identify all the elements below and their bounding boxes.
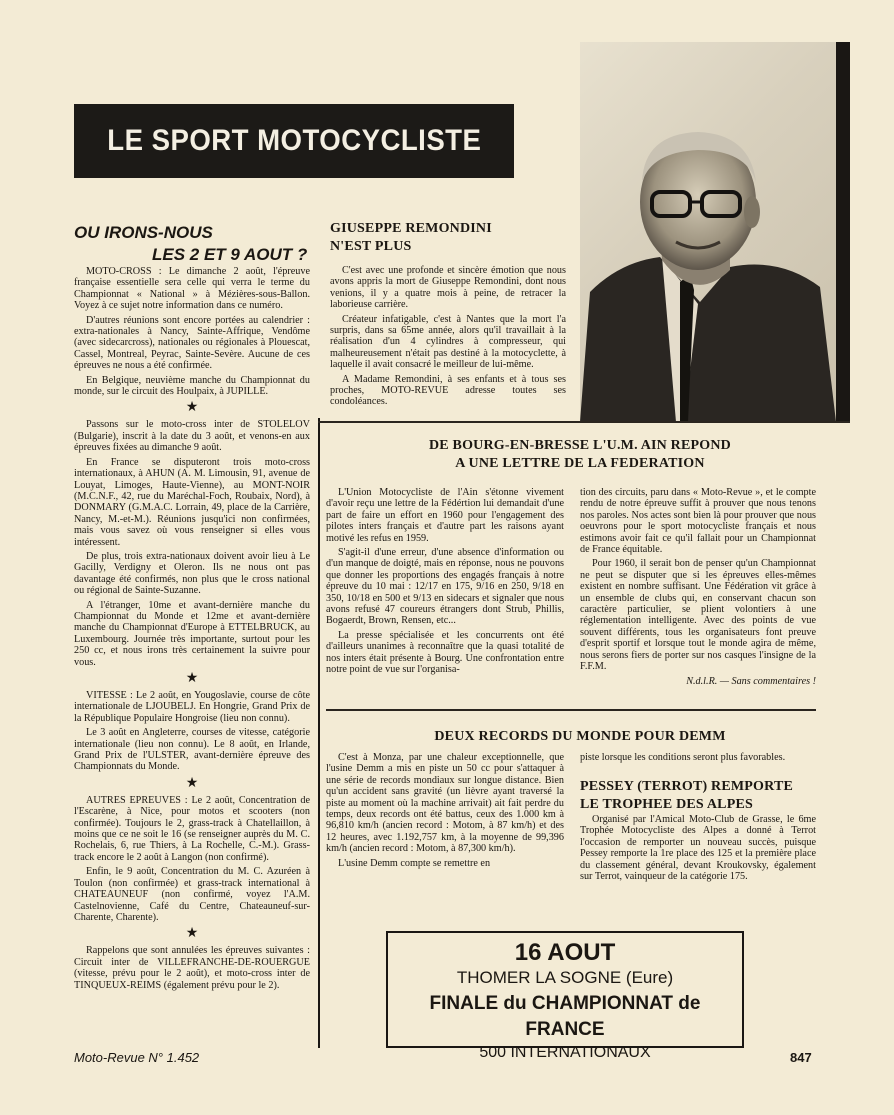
col1-para: Rappelons que sont annulées les épreuves suivantes : Circuit inter de VILLEFRANCHE-DE-ROUERGUE (vitesse, prévu pour le 2 août), et moto-cross inter de TINQUEUX-REIMS (également prévu pour le 2). [74,945,310,991]
col1-para: Enfin, le 9 août, Concentration du M. C. Azuréen à Toulon (non confirmée) et grass-track international à CHATEAUNEUF (non confirmé, voyez l'A.M. Castelnovienne, Café du Centre, Chateauneuf-sur-Charente, Charente). [74,866,310,923]
remondini-heading-line2: N'EST PLUS [330,239,412,254]
bourg-para: tion des circuits, paru dans « Moto-Revue », et le compte rendu de notre épreuve suffit à prouver que nous tenons nos paroles. Nos actes sont bien là pour prouver que nous oeuvrons pour le sport motocycliste français et nous estimons avoir fait ce qu'il fallait pour un Championnat de France équitable. [580,487,816,556]
separator-star: ★ [185,926,199,942]
separator-star: ★ [185,775,199,791]
remondini-para: C'est avec une profonde et sincère émotion que nous avons appris la mort de Giuseppe Remondini, dont nous venions, il y a quatre mois à peine, de retracer la laborieuse carrière. [330,265,566,311]
col1-para: Passons sur le moto-cross inter de STOLELOV (Bulgarie), inscrit à la date du 3 août, et venons-en aux épreuves fixées au dimanche 9 août. [74,419,310,454]
pessey-body [580,814,816,885]
column1-heading-line1: OU IRONS-NOUS [74,223,213,242]
column1-heading-line2: LES 2 ET 9 AOUT ? [152,245,308,264]
remondini-para: A Madame Remondini, à ses enfants et à tous ses proches, MOTO-REVUE adresse toutes ses condoléances. [330,373,566,408]
remondini-heading [330,220,570,256]
col1-para: AUTRES EPREUVES : Le 2 août, Concentration de l'Escarène, à Nice, pour motos et scooters (non confirmée). Toujours le 2, grass-track à Chatellaillon, à moins que ce ne soit le 16 (se renseigner auprès du M. C. Rochelais, 6, rue Thiers, à La Rochelle, C.-M.). Grass-track encore le 2 août à Langon (non confirmé). [74,794,310,863]
pessey-heading-line1: PESSEY (TERROT) REMPORTE [580,779,794,794]
column1-heading [74,222,314,266]
bourg-left-body [326,487,564,679]
col1-para: De plus, trois extra-nationaux doivent avoir lieu à Le Gacilly, Verdigny et Oleron. Ils ne nous ont pas davantage été confirmés, non plus que le cross national ou régional de Sainte-Suzanne. [74,550,310,597]
bourg-heading-line1: DE BOURG-EN-BRESSE L'U.M. AIN REPOND [428,438,731,453]
section-banner [74,104,514,178]
column-divider [318,418,320,1048]
pessey-para: Organisé par l'Amical Moto-Club de Grasse, le 6me Trophée Motocycliste des Alpes a donné à Terrot l'occasion de remporter un nouveau succès, puisque Pessey remporte la 1re place des 125 et la première place du classement général, devant Kroukovsky, également sur Terrot, vainqueur de la catégorie 175. [580,814,816,883]
separator-star: ★ [185,400,199,416]
portrait-photo [580,42,850,422]
announcement-event: FINALE du CHAMPIONNAT de FRANCE [429,993,701,1040]
bourg-para: La presse spécialisée et les concurrents ont été d'ailleurs unanimes à reconnaître que la quasi totalité de nos inters était présente à Bourg. Une confrontation entre notre point de vue sur l'organisa- [326,629,564,676]
col1-para: MOTO-CROSS : Le dimanche 2 août, l'épreuve française essentielle sera celle qui verra le terme du Championnat « National » à Mézières-sous-Ballon. Voyez à ce sujet notre information dans ce numéro. [74,266,310,312]
bourg-para: Pour 1960, il serait bon de penser qu'un Championnat ne peut se disputer que si les épreuves elles-mêmes existent en nombre suffisant. Une Fédération vit grâce à un ensemble de clubs qui, en conservant chacun son caractère particulier, se plient volontiers à une réglementation intelligente. Avec des points de vue souvent différents, tous les organisateurs font preuve d'esprit sportif et lorsque tout le monde agira de même, nous serons fiers de porter sur nos casques l'insigne de la F.F.M. [580,558,816,673]
section-rule [326,709,816,711]
banner-title: LE SPORT MOTOCYCLISTE [106,124,482,157]
col1-para: En France se disputeront trois moto-cross internationaux, à AHUN (A. M. Limousin, 91, avenue de Louyat, Limoges, Haute-Vienne), au MONT-NOIR (M.C.N.F., 42, rue du Maréchal-Foch, Roubaix, Nord), à DONMARY (G.M.A.C. Lorrain, 49, place de la Carrière, Nancy, M.-et-M.). Réunions jusqu'ici non confirmées, mais vous savez où vous renseigner si elles vous intéressent. [74,456,310,548]
demm-para: piste lorsque les conditions seront plus favorables. [580,752,786,763]
demm-right-body [580,752,816,766]
footer-magazine: Moto-Revue N° 1.452 [74,1050,200,1065]
section-rule [318,421,850,423]
bourg-heading-line2: A UNE LETTRE DE LA FEDERATION [455,456,705,471]
demm-heading: DEUX RECORDS DU MONDE POUR DEMM [434,729,726,744]
col1-para: En Belgique, neuvième manche du Championnat du monde, sur le circuit des Houlpaix, à JUPILLE. [74,374,310,398]
pessey-heading-line2: LE TROPHEE DES ALPES [580,797,753,812]
footer-page-number: 847 [790,1050,812,1065]
separator-star: ★ [185,671,199,686]
pessey-heading [580,778,820,814]
col1-para: D'autres réunions sont encore portées au calendrier : extra-nationales à Nancy, Sainte-Affrique, Vendôme (avec sidecarcross), nationales ou régionales à Plouescat, Cassel, Montreal, Peyrac, Sainte-Sevère. Aucune de ces épreuves ne nous a été confirmée. [74,314,310,372]
demm-left-body [326,752,564,872]
bourg-para: L'Union Motocycliste de l'Ain s'étonne vivement d'avoir reçu une lettre de la Fédértion lui demandait d'une part de faire un effort en 1960 pour l'engagement des pilotes inters français et d'autre part les raisons ayant motivé les refus en 1959. [326,487,564,544]
column1-body [74,266,310,994]
col1-para: Le 3 août en Angleterre, courses de vitesse, catégorie internationale (lieu non connu). Le 8 août, en Irlande, Grand Prix de l'ULSTER, avant-dernière épreuve des Championnats du Monde. [74,727,310,773]
col1-para: VITESSE : Le 2 août, en Yougoslavie, course de côte internationale de LJOUBELJ. En Hongrie, Grand Prix de la République Populaire Hongroise (lieu non connu). [74,690,310,724]
announcement-date: 16 AOUT [514,939,616,966]
remondini-para: Créateur infatigable, c'est à Nantes que la mort l'a surpris, dans sa 65me année, alors qu'il travaillait à la réalisation d'un 4 cylindres à compresseur, qui malheureusement n'était pas destiné à la motocyclette, à laquelle il avait consacré le meilleur de lui-même. [330,313,566,371]
announcement-detail: 500 INTERNATIONAUX [479,1044,651,1061]
portrait-illustration [580,42,850,422]
remondini-heading-line1: GIUSEPPE REMONDINI [330,221,492,236]
bourg-heading [330,437,830,473]
bourg-right-body [580,487,816,690]
demm-para: L'usine Demm compte se remettre en [338,857,491,869]
announcement-place: THOMER LA SOGNE (Eure) [456,968,674,987]
event-announcement-box [386,931,744,1061]
demm-para: C'est à Monza, par une chaleur exceptionnelle, que l'usine Demm a mis en piste un 50 cc pour s'attaquer à une série de records mondiaux sur longue distance. Bien qu'un accident sans gravité (un lièvre ayant traversé la piste au moment où la machine arrivait) ait fait perdre du temps, deux records ont été battus, ceux des 1.000 km à 96,810 km/h (ancien record : Motom, à 87 km/h) et des 12 heures, avec 1.192,757 km, à la moyenne de 99,396 km/h (ancien record : Motom, à 87,300 km/h). [326,752,564,855]
ndlr-note: N.d.l.R. — Sans commentaires ! [686,675,816,687]
col1-para: A l'étranger, 10me et avant-dernière manche du Championnat du Monde et 12me et avant-dernière manche du Championnat d'Europe à ETTELBRUCK, au Luxembourg. Journée très importante, surtout pour les 250 cc, et nous irons très certainement la suivre pour vous. [74,599,310,668]
remondini-body [330,265,566,411]
bourg-para: S'agit-il d'une erreur, d'une absence d'information ou d'un manque de doigté, mais en réponse, nous ne pouvons que donner les proportions des engagés français à notre épreuve du 10 mai : 12/17 en 175, 9/16 en 250, 9/18 en 350, 10/18 en 500 et 9/13 en sidecars et signaler que nous avons refusé 47 coureurs étrangers dont Strub, Phillis, Bogaerdt, Brown, Rensen, etc... [326,547,564,627]
